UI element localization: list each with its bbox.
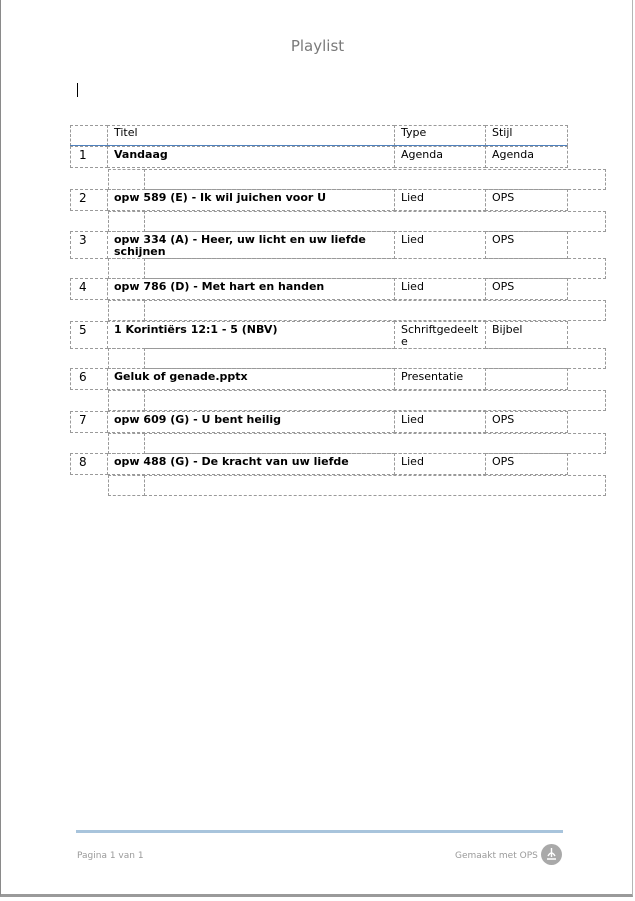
row-4-sub-cell-wide: [144, 300, 606, 321]
row-4-title: opw 786 (D) - Met hart en handen: [107, 278, 395, 300]
row-4-style: OPS: [485, 278, 568, 300]
row-8-style: OPS: [485, 453, 568, 475]
row-2-style: OPS: [485, 189, 568, 211]
row-5-style: Bijbel: [485, 321, 568, 349]
footer-divider: [76, 830, 563, 833]
row-5-type: Schriftgedeelte: [394, 321, 486, 349]
row-8-type: Lied: [394, 453, 486, 475]
row-3-type: Lied: [394, 231, 486, 259]
row-8-title: opw 488 (G) - De kracht van uw liefde: [107, 453, 395, 475]
ops-logo-icon: [541, 844, 562, 865]
row-4-sub-cell: [108, 300, 145, 321]
row-4-num: 4: [70, 278, 108, 300]
row-3-title: opw 334 (A) - Heer, uw licht en uw liefde schijnen: [107, 231, 395, 259]
header-num: [70, 125, 108, 146]
row-1-sub-cell-wide: [144, 169, 606, 190]
row-6-type: Presentatie: [394, 368, 486, 390]
row-3-sub-cell: [108, 258, 145, 279]
row-2-type: Lied: [394, 189, 486, 211]
page-title: Playlist: [290, 37, 345, 55]
row-5-sub-cell: [108, 348, 145, 369]
row-7-title: opw 609 (G) - U bent heilig: [107, 411, 395, 433]
made-with-ops: Gemaakt met OPS: [455, 851, 538, 861]
row-7-sub-cell-wide: [144, 433, 606, 454]
row-2-num: 2: [70, 189, 108, 211]
row-1-type: Agenda: [394, 146, 486, 168]
row-6-sub-cell-wide: [144, 390, 606, 411]
row-2-sub-cell-wide: [144, 211, 606, 232]
row-6-num: 6: [70, 368, 108, 390]
row-5-title: 1 Korintiërs 12:1 - 5 (NBV): [107, 321, 395, 349]
row-6-sub-cell: [108, 390, 145, 411]
row-3-style: OPS: [485, 231, 568, 259]
row-6-style: [485, 368, 568, 390]
row-7-num: 7: [70, 411, 108, 433]
header-title: Titel: [107, 125, 395, 146]
row-8-sub-cell-wide: [144, 475, 606, 496]
header-type: Type: [394, 125, 486, 146]
row-8-sub-cell: [108, 475, 145, 496]
text-cursor: [77, 83, 78, 97]
row-1-num: 1: [70, 146, 108, 168]
row-4-type: Lied: [394, 278, 486, 300]
row-2-sub-cell: [108, 211, 145, 232]
page-number: Pagina 1 van 1: [77, 851, 144, 861]
row-1-title: Vandaag: [107, 146, 395, 168]
row-1-style: Agenda: [485, 146, 568, 168]
row-6-title: Geluk of genade.pptx: [107, 368, 395, 390]
row-7-type: Lied: [394, 411, 486, 433]
row-3-sub-cell-wide: [144, 258, 606, 279]
row-1-sub-cell: [108, 169, 145, 190]
row-7-sub-cell: [108, 433, 145, 454]
row-7-style: OPS: [485, 411, 568, 433]
row-2-title: opw 589 (E) - Ik wil juichen voor U: [107, 189, 395, 211]
row-3-num: 3: [70, 231, 108, 259]
row-5-sub-cell-wide: [144, 348, 606, 369]
row-8-num: 8: [70, 453, 108, 475]
header-style: Stijl: [485, 125, 568, 146]
row-5-num: 5: [70, 321, 108, 349]
